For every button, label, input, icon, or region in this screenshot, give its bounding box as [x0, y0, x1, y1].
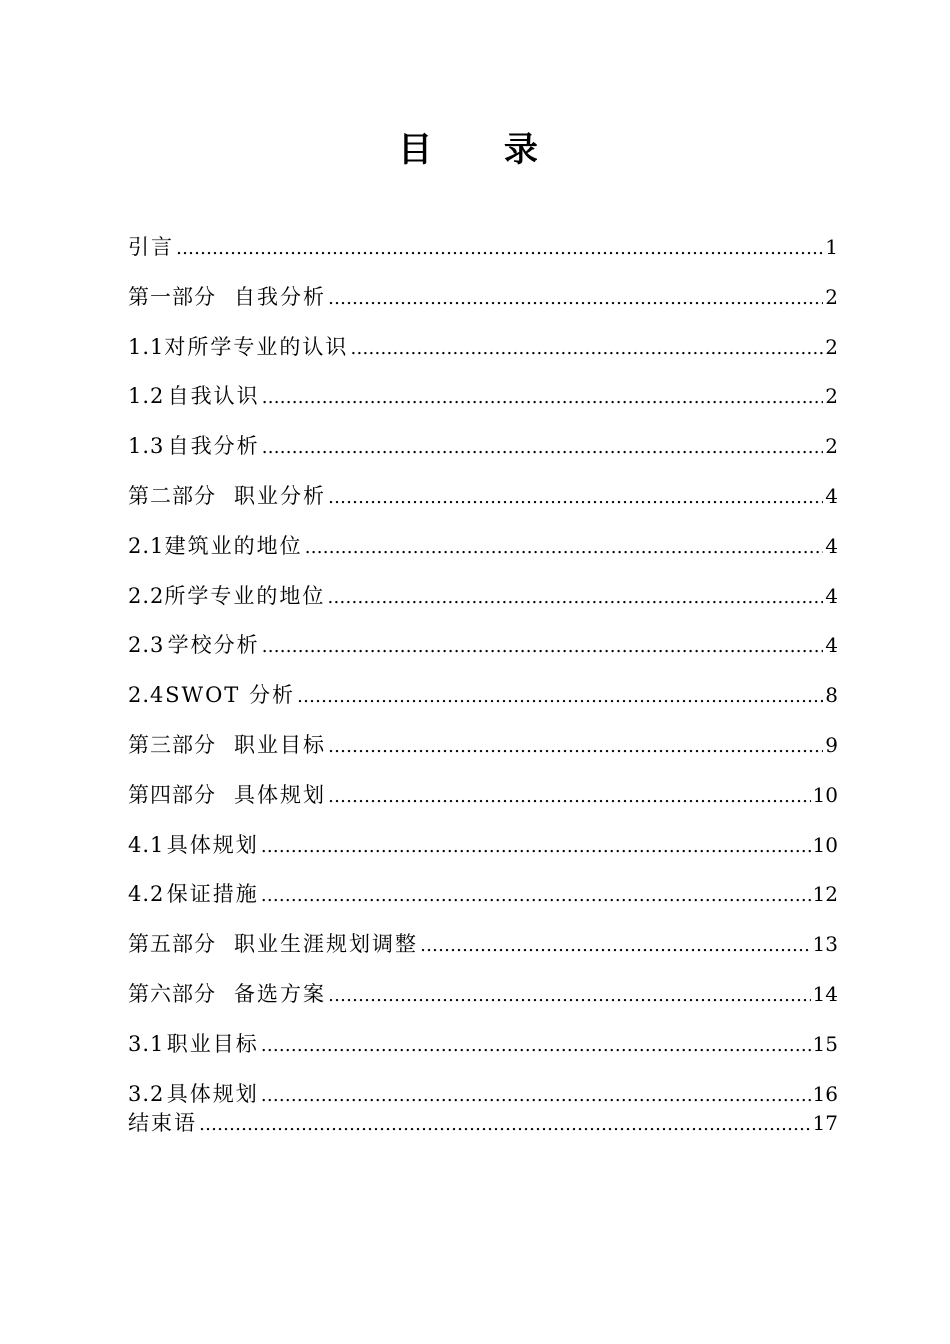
toc-entry-label: SWOT 分析: [165, 683, 295, 708]
toc-entry[interactable]: [128, 973, 838, 1023]
toc-entry[interactable]: [128, 425, 838, 475]
toc-page-number: 2: [825, 434, 838, 459]
toc-entry[interactable]: [128, 525, 838, 575]
toc-entry-label: 职业目标: [234, 732, 326, 757]
toc-entry-label: 建筑业的地位: [164, 533, 303, 558]
toc-entry[interactable]: [128, 375, 838, 425]
toc-dot-leader: [199, 1110, 811, 1140]
toc-entry-number: 1.3: [128, 434, 165, 459]
toc-page-number: 4: [825, 533, 838, 558]
toc-entry-number: 4.1: [128, 832, 165, 857]
toc-dot-leader: [297, 676, 823, 718]
toc-page-number: 15: [812, 1031, 838, 1056]
toc-page-number: 10: [812, 832, 838, 857]
toc-dot-leader: [261, 875, 811, 917]
toc-entry-label: 结束语: [128, 1111, 197, 1136]
toc-page-number: 14: [812, 981, 838, 1006]
toc-entry-label: 所学专业的地位: [164, 583, 326, 608]
toc-dot-leader: [350, 328, 823, 370]
toc-entry[interactable]: [128, 873, 838, 923]
toc-dot-leader: [262, 626, 824, 668]
toc-entry-number: 4.2: [128, 882, 165, 907]
toc-dot-leader: [328, 278, 823, 320]
toc-entry-number: 第六部分: [128, 981, 216, 1006]
toc-page-number: 2: [825, 284, 838, 309]
toc-entry[interactable]: [128, 923, 838, 973]
toc-dot-leader: [262, 377, 824, 419]
toc-entry-label: 保证措施: [166, 882, 259, 907]
toc-page-number: 2: [825, 334, 838, 359]
toc-page-number: 4: [825, 633, 838, 658]
toc-dot-leader: [328, 726, 823, 768]
table-of-contents: [128, 226, 838, 1138]
toc-entry[interactable]: [128, 276, 838, 326]
toc-dot-leader: [327, 577, 823, 619]
toc-page-number: 10: [812, 782, 838, 807]
toc-entry-label: 对所学专业的认识: [164, 334, 349, 359]
toc-entry-number: 1.1: [128, 334, 165, 359]
toc-entry-number: 3.1: [128, 1031, 165, 1056]
toc-entry-label: 职业分析: [234, 483, 326, 508]
toc-entry[interactable]: [128, 724, 838, 774]
toc-entry-label: 备选方案: [234, 981, 326, 1006]
toc-entry-number: 第五部分: [128, 932, 216, 957]
toc-entry-number: 2.3: [128, 633, 165, 658]
toc-page-number: 4: [825, 583, 838, 608]
toc-entry-number: 第二部分: [128, 483, 216, 508]
toc-page-number: 16: [812, 1081, 838, 1106]
toc-entry-label: 职业目标: [166, 1031, 259, 1056]
toc-dot-leader: [328, 477, 823, 519]
toc-entry-label: 引言: [128, 235, 174, 259]
toc-entry[interactable]: [128, 674, 838, 724]
toc-page-number: 9: [825, 732, 838, 757]
toc-dot-leader: [420, 925, 811, 967]
toc-dot-leader: [262, 427, 824, 469]
toc-entry-number: 3.2: [128, 1081, 165, 1106]
toc-entry[interactable]: [128, 1023, 838, 1073]
toc-entry[interactable]: [128, 1108, 838, 1138]
toc-entry[interactable]: [128, 575, 838, 625]
toc-entry-label: 自我分析: [167, 434, 260, 459]
toc-entry[interactable]: [128, 226, 838, 276]
toc-entry[interactable]: [128, 624, 838, 674]
toc-entry-label: 职业生涯规划调整: [234, 932, 418, 957]
toc-entry-number: 2.2: [128, 583, 165, 608]
toc-dot-leader: [261, 1025, 811, 1067]
toc-entry-number: 2.4: [128, 683, 165, 708]
toc-entry[interactable]: [128, 774, 838, 824]
toc-dot-leader: [261, 826, 811, 868]
toc-page-number: 8: [825, 683, 838, 708]
toc-entry-number: 第三部分: [128, 732, 216, 757]
toc-entry-label: 自我分析: [234, 284, 326, 309]
toc-entry-number: 第一部分: [128, 284, 216, 309]
toc-entry[interactable]: [128, 475, 838, 525]
toc-dot-leader: [305, 527, 824, 569]
toc-entry[interactable]: [128, 824, 838, 874]
toc-entry-label: 具体规划: [234, 782, 326, 807]
toc-page-number: 2: [825, 384, 838, 409]
toc-page-number: 13: [812, 932, 838, 957]
toc-page-number: 4: [825, 483, 838, 508]
toc-page-number: 12: [812, 882, 838, 907]
toc-page-number: 1: [825, 235, 838, 259]
toc-page-number: 17: [812, 1111, 838, 1136]
toc-entry-number: 1.2: [128, 384, 165, 409]
toc-title: 目 录: [398, 130, 568, 170]
toc-dot-leader: [176, 228, 823, 270]
toc-entry-number: 2.1: [128, 533, 165, 558]
toc-dot-leader: [328, 776, 811, 818]
toc-entry-label: 学校分析: [167, 633, 260, 658]
toc-dot-leader: [328, 975, 811, 1017]
toc-entry-label: 自我认识: [167, 384, 260, 409]
toc-entry[interactable]: [128, 326, 838, 376]
toc-entry-label: 具体规划: [166, 1081, 259, 1106]
toc-entry-label: 具体规划: [166, 832, 259, 857]
toc-entry-number: 第四部分: [128, 782, 216, 807]
